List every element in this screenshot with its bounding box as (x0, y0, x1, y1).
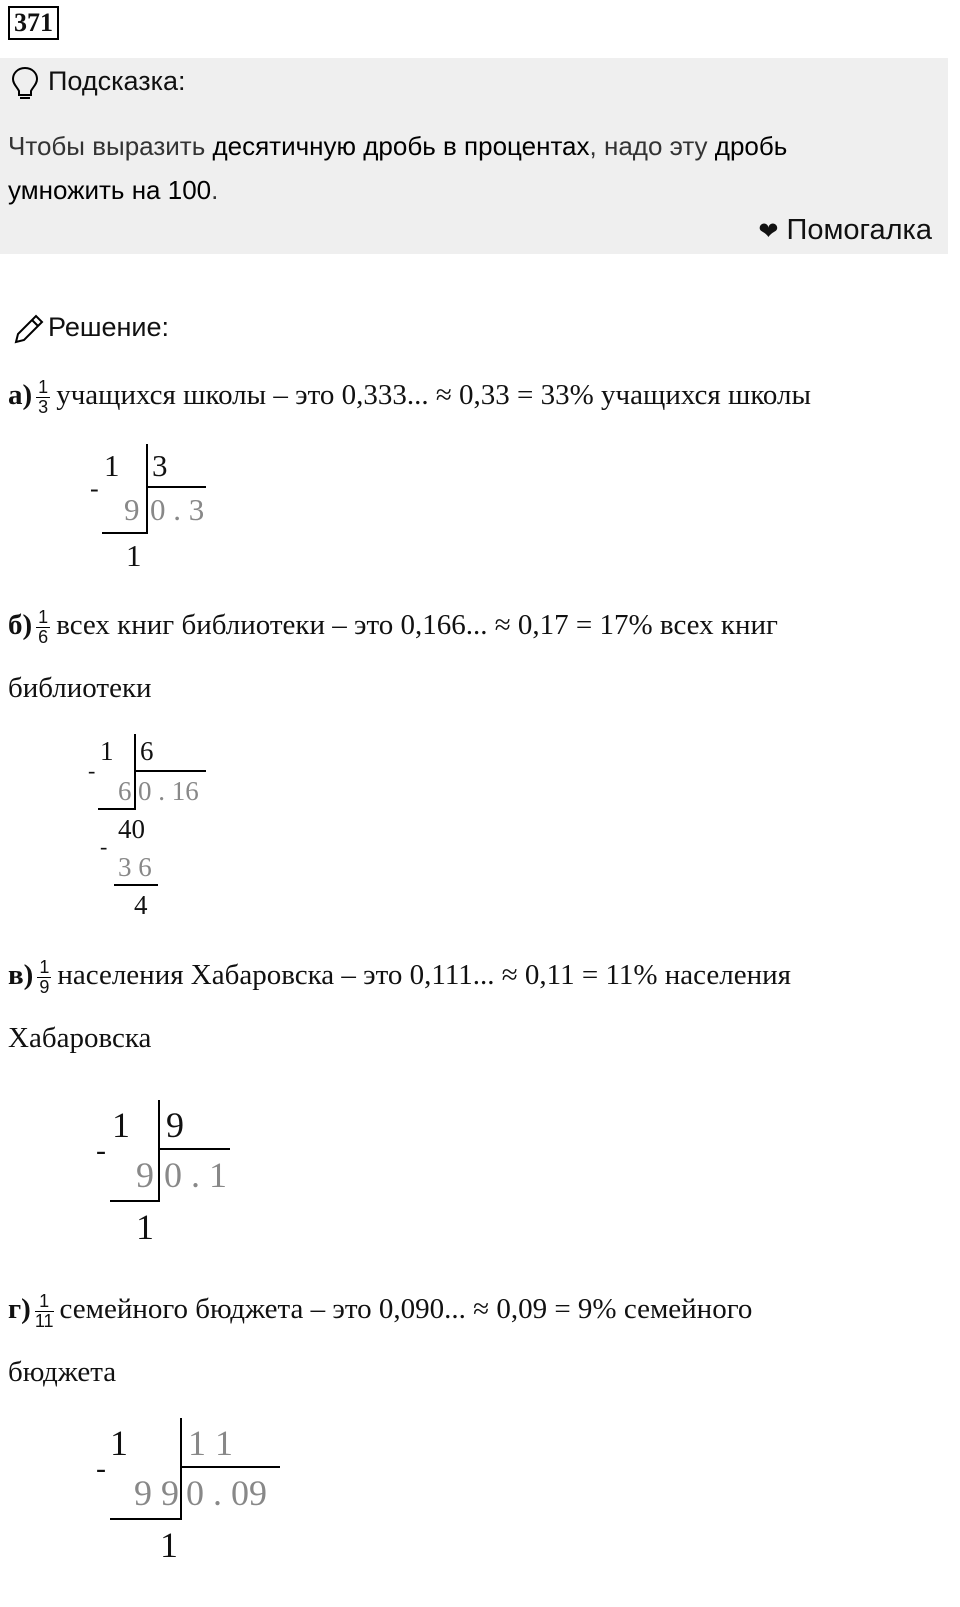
hint-text: Чтобы выразить десятичную дробь в процентах, надо эту дробь умножить на 100. (8, 131, 788, 205)
task-number: 371 (8, 6, 59, 40)
long-division-a: 1 3 - 9 0 . 3 1 (80, 440, 220, 580)
item-d: г) $\frac{1}{11}$ семейного бюджета – это 0,090... ≈ 0,09 = 9% семейного (8, 1291, 753, 1331)
item-b-continuation: библиотеки (8, 672, 152, 704)
pencil-icon (10, 312, 46, 348)
lightbulb-icon (10, 66, 40, 102)
long-division-c: 1 9 - 9 0 . 1 1 (90, 1096, 250, 1256)
help-link[interactable]: ❤ Помогалка (758, 214, 932, 246)
long-division-b: 1 6 - 6 0 . 16 40 - 3 6 4 (80, 730, 220, 920)
item-a: а) $\frac{1}{3}$ учащихся школы – это 0,333... ≈ 0,33 = 33% учащихся школы (8, 377, 812, 417)
item-c-continuation: Хабаровска (8, 1022, 152, 1054)
item-d-continuation: бюджета (8, 1356, 117, 1388)
item-b: б) $\frac{1}{6}$ всех книг библиотеки – это 0,166... ≈ 0,17 = 17% всех книг (8, 607, 778, 647)
heart-icon: ❤ (758, 218, 779, 245)
long-division-d: 1 1 1 - 9 9 0 . 09 1 (90, 1414, 290, 1594)
solution-title: Решение: (48, 312, 170, 342)
hint-title: Подсказка: (48, 66, 186, 96)
item-c: в) $\frac{1}{9}$ населения Хабаровска – это 0,111... ≈ 0,11 = 11% населения (8, 957, 791, 997)
